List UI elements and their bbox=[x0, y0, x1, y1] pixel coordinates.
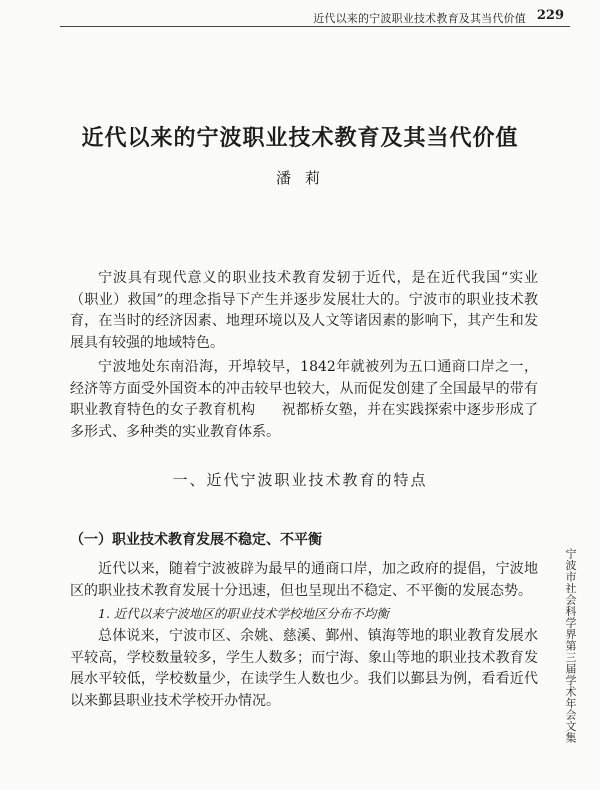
subsection-heading: （一）职业技术教育发展不稳定、不平衡 bbox=[70, 532, 322, 548]
paragraph-history-part-b: 祝都桥女塾，并在实践探索中逐步形成了多形式、多种类的实业教育体系。 bbox=[70, 402, 539, 440]
header-rule bbox=[60, 26, 570, 27]
page-number: 229 bbox=[536, 8, 564, 23]
paragraph-intro: 宁波具有现代意义的职业技术教育发轫于近代，是在近代我国“实业（职业）救国”的理念指导下产生并逐步发展壮大的。宁波市的职业技术教育，在当时的经济因素、地理环境以及人文等诸因素的影响下，其产生和发展具有较强的地域特色。 bbox=[70, 270, 538, 351]
paragraph-distribution: 总体说来，宁波市区、余姚、慈溪、鄞州、镇海等地的职业教育发展水平较高，学校数量较多，学生人数多；而宁海、象山等地的职业技术教育发展水平较低，学校数量少，在读学生人数也少。我们以鄞县为例，看看近代以来鄞县职业技术学校开办情况。 bbox=[70, 628, 538, 709]
article-author: 潘莉 bbox=[275, 169, 334, 187]
running-title: 近代以来的宁波职业技术教育及其当代价值 bbox=[313, 12, 526, 25]
paragraph-overview: 近代以来，随着宁波被辟为最早的通商口岸，加之政府的提倡，宁波地区的职业技术教育发展十分迅速，但也呈现出不稳定、不平衡的发展态势。 bbox=[70, 561, 538, 599]
article-title: 近代以来的宁波职业技术教育及其当代价值 bbox=[81, 125, 519, 151]
running-header bbox=[0, 0, 600, 26]
section-heading: 一、近代宁波职业技术教育的特点 bbox=[172, 471, 428, 489]
paragraph-history-part-a: 宁波地处东南沿海，开埠较早，1842年就被列为五口通商口岸之一，经济等方面受外国资本的冲击较早也较大，从而促发创建了全国最早的带有职业教育特色的女子教育机构 bbox=[70, 359, 538, 418]
paragraph-history bbox=[70, 357, 538, 443]
point-heading: 1. 近代以来宁波地区的职业技术学校地区分布不均衡 bbox=[98, 606, 389, 621]
margin-side-note: 宁波市社会科学界第三届学术年会文集 bbox=[564, 548, 577, 744]
